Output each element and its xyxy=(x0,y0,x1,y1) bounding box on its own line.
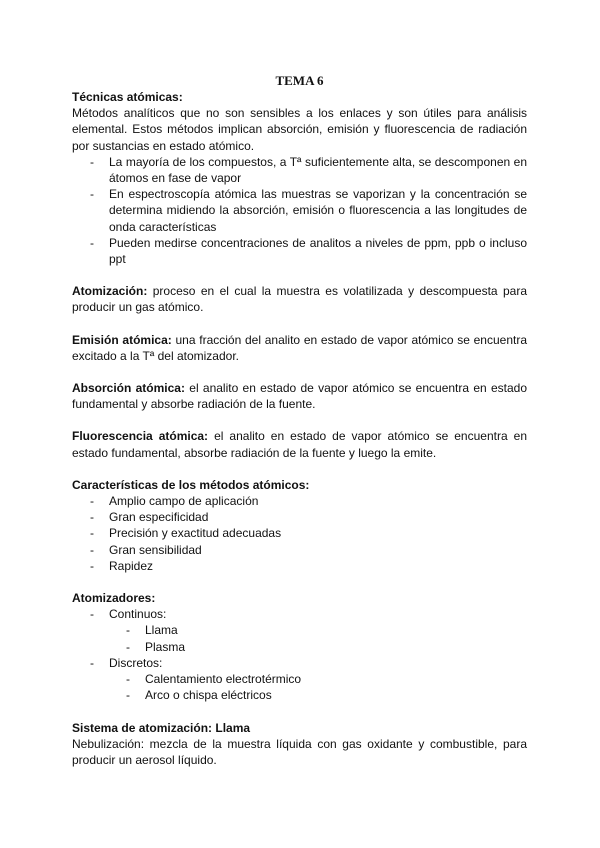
definition-term: Fluorescencia atómica: xyxy=(72,429,209,444)
list-item: - Arco o chispa eléctricos xyxy=(72,687,527,703)
atomizadores-list xyxy=(72,606,527,622)
discretos-list xyxy=(72,671,527,703)
list-item: - Precisión y exactitud adecuadas xyxy=(72,525,527,541)
caracteristicas-heading: Características de los métodos atómicos: xyxy=(72,477,310,492)
tecnicas-intro: Métodos analíticos que no son sensibles a los enlaces y son útiles para análisis elemental. Estos métodos implican absorción, emisión y fluorescencia de radiación por sustancias en estado atómico. xyxy=(72,106,527,153)
definition-emision xyxy=(72,332,527,364)
list-item: - Calentamiento electrotérmico xyxy=(72,671,527,687)
continuos-list xyxy=(72,622,527,654)
atomizadores-list-2 xyxy=(72,655,527,671)
list-item: - Continuos: xyxy=(72,606,527,622)
list-item: - En espectroscopía atómica las muestras se vaporizan y la concentración se determina midiendo la absorción, emisión o fluorescencia a las longitudes de onda características xyxy=(72,186,527,235)
definition-atomizacion xyxy=(72,283,527,315)
definition-text: el analito en estado de vapor atómico se encuentra en estado fundamental y absorbe radiación de la fuente. xyxy=(72,381,527,412)
definition-absorcion xyxy=(72,380,527,412)
sistema-heading: Sistema de atomización: Llama xyxy=(72,720,251,735)
tecnicas-heading: Técnicas atómicas: xyxy=(72,90,183,104)
definition-text: una fracción del analito en estado de vapor atómico se encuentra excitado a la Tª del atomizador. xyxy=(72,332,527,363)
document-page xyxy=(72,72,527,768)
list-item: - Pueden medirse concentraciones de analitos a niveles de ppm, ppb o incluso ppt xyxy=(72,235,527,267)
definition-term: Emisión atómica: xyxy=(72,332,172,347)
atomizadores-heading: Atomizadores: xyxy=(72,591,156,606)
sistema-text: Nebulización: mezcla de la muestra líquida con gas oxidante y combustible, para producir un aerosol líquido. xyxy=(72,736,527,767)
list-item: - Rapidez xyxy=(72,558,527,574)
definition-fluorescencia xyxy=(72,428,527,460)
page-title: TEMA 6 xyxy=(275,73,324,88)
list-item: - Llama xyxy=(72,622,527,638)
definition-text: proceso en el cual la muestra es volatilizada y descompuesta para producir un gas atómico. xyxy=(72,284,527,315)
definition-text: el analito en estado de vapor atómico se encuentra en estado fundamental, absorbe radiación de la fuente y luego la emite. xyxy=(72,429,527,460)
list-item: - Gran sensibilidad xyxy=(72,542,527,558)
definition-term: Atomización: xyxy=(72,284,148,299)
list-item: - Plasma xyxy=(72,639,527,655)
list-item: - Gran especificidad xyxy=(72,509,527,525)
definition-term: Absorción atómica: xyxy=(72,381,185,396)
list-item: - Amplio campo de aplicación xyxy=(72,493,527,509)
list-item: - Discretos: xyxy=(72,655,527,671)
tecnicas-list xyxy=(72,154,527,267)
list-item: - La mayoría de los compuestos, a Tª suficientemente alta, se descomponen en átomos en fase de vapor xyxy=(72,154,527,186)
caracteristicas-list xyxy=(72,493,527,574)
